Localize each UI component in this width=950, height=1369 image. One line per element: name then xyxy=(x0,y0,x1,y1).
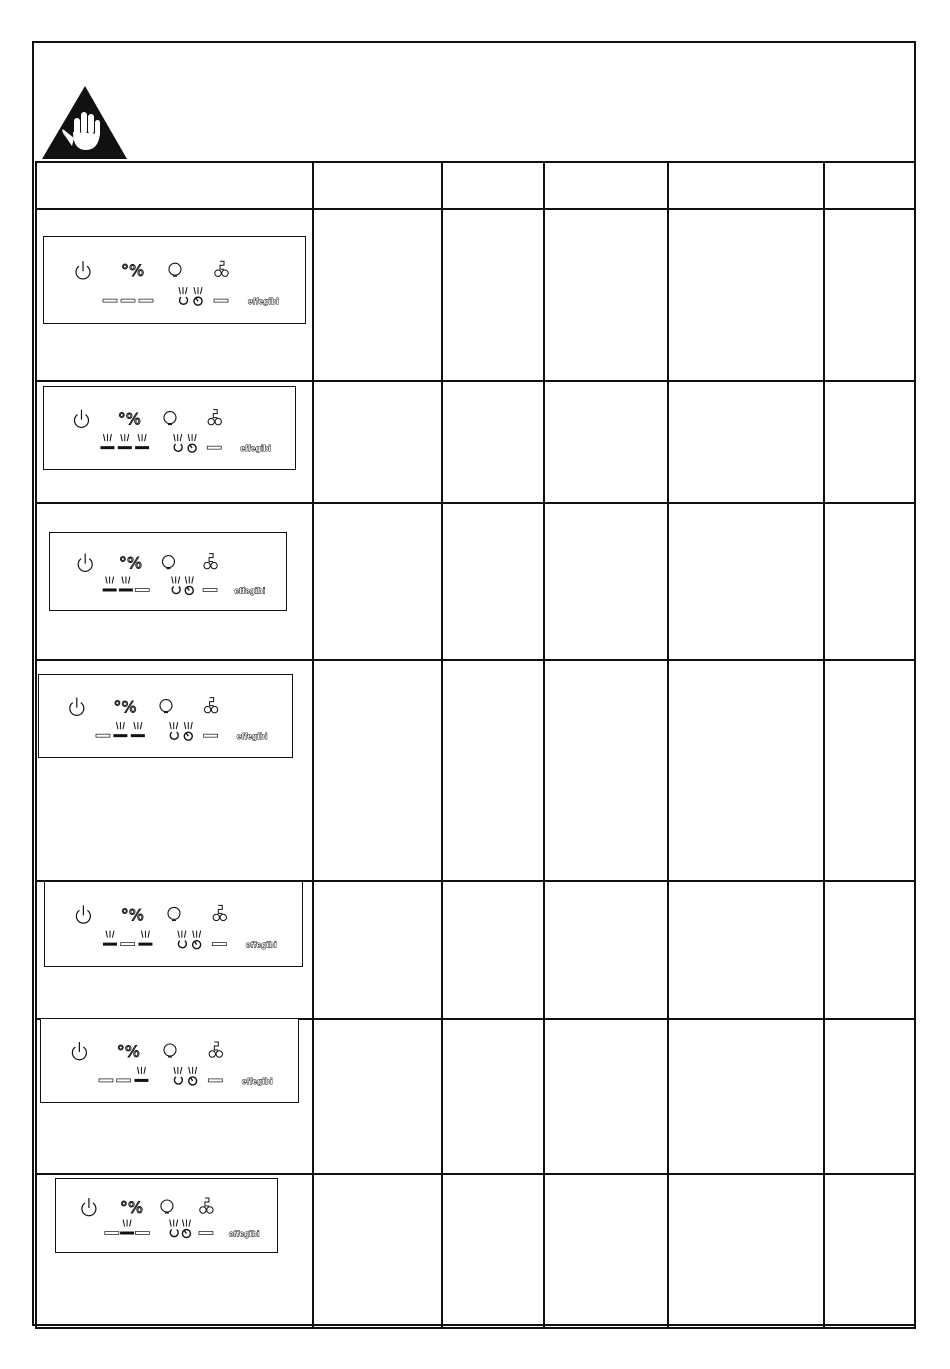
brand-logo: effegibi xyxy=(234,586,266,596)
speed-led-3 xyxy=(138,943,152,946)
control-panel xyxy=(49,532,287,611)
speed-led-2 xyxy=(120,1232,134,1235)
speed-led-1 xyxy=(105,1232,119,1235)
speed-led-2 xyxy=(118,446,132,449)
speed-led-2 xyxy=(119,588,133,591)
speed-led-1 xyxy=(96,734,110,737)
brand-logo: effegibi xyxy=(245,940,277,950)
speed-led-2 xyxy=(121,299,135,302)
fan-speed-icon: °% xyxy=(120,905,144,925)
speed-led-1 xyxy=(100,446,114,449)
speed-led-1 xyxy=(103,943,117,946)
brand-logo: effegibi xyxy=(240,444,272,454)
speed-led-2 xyxy=(117,1079,131,1082)
speed-led-3 xyxy=(134,1079,148,1082)
fan-speed-icon: °% xyxy=(113,697,137,717)
fan-speed-icon: °% xyxy=(119,1198,144,1217)
speed-led-3 xyxy=(135,446,149,449)
boost-led xyxy=(203,588,217,591)
control-panel xyxy=(55,1178,278,1253)
boost-led xyxy=(204,734,218,737)
brand-logo: effegibi xyxy=(248,297,279,307)
boost-led xyxy=(199,1232,213,1235)
speed-led-1 xyxy=(103,588,117,591)
brand-logo: effegibi xyxy=(241,1076,273,1086)
control-panel xyxy=(43,386,296,470)
boost-led xyxy=(208,1079,222,1082)
speed-led-1 xyxy=(99,1079,113,1082)
fan-speed-icon: °% xyxy=(117,409,141,429)
boost-led xyxy=(214,299,228,302)
speed-led-2 xyxy=(121,943,135,946)
control-panel xyxy=(44,881,303,967)
brand-logo: effegibi xyxy=(228,1229,260,1239)
boost-led xyxy=(212,943,226,946)
fan-speed-icon: °% xyxy=(121,261,145,281)
speed-led-3 xyxy=(139,299,153,302)
control-panel xyxy=(38,674,293,758)
brand-logo: effegibi xyxy=(236,732,268,742)
speed-led-3 xyxy=(131,734,145,737)
control-panel xyxy=(40,1018,299,1103)
speed-led-1 xyxy=(103,299,117,302)
fan-speed-icon: °% xyxy=(118,553,143,573)
boost-led xyxy=(207,446,221,449)
fan-speed-icon: °% xyxy=(116,1042,140,1061)
speed-led-3 xyxy=(135,1232,149,1235)
speed-led-3 xyxy=(135,588,149,591)
control-panel xyxy=(43,236,306,324)
speed-led-2 xyxy=(113,734,127,737)
